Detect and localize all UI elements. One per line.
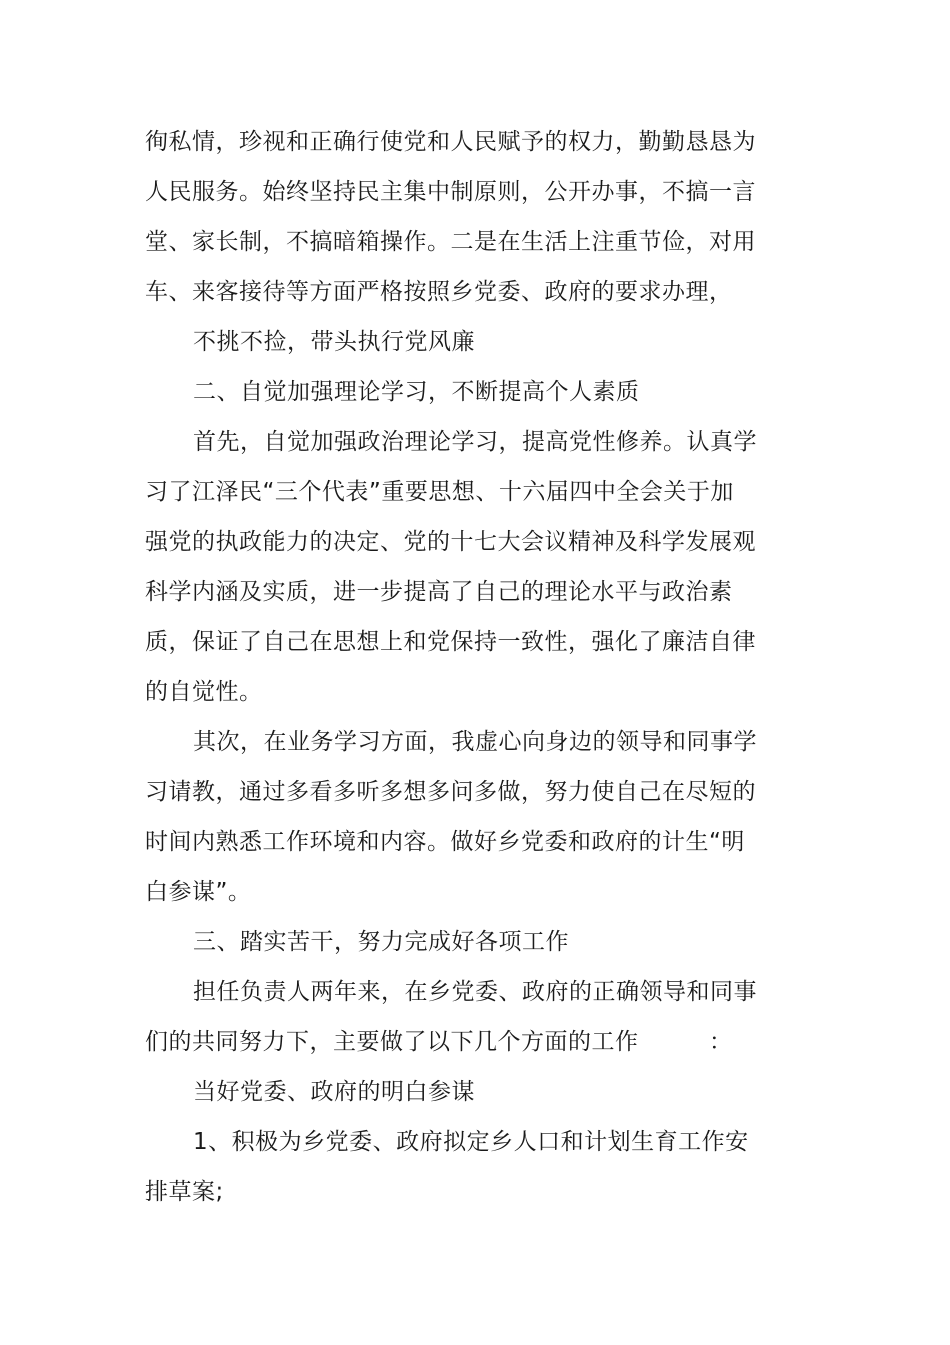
text-line: 强党的执政能力的决定、党的十七大会议精神及科学发展观 [145, 529, 756, 555]
text-line: 堂、家长制，不搞暗箱操作。二是在生活上注重节俭，对用 [145, 229, 756, 255]
text-line: 白参谋”。 [145, 879, 252, 905]
text-line: 车、来客接待等方面严格按照乡党委、政府的要求办理， [145, 279, 733, 305]
text-line: 其次，在业务学习方面，我虚心向身边的领导和同事学 [193, 729, 757, 755]
list-item-continuation: 排草案; [145, 1179, 224, 1205]
text-line: 的自觉性。 [145, 679, 263, 705]
section-heading: 三、踏实苦干，努力完成好各项工作 [193, 929, 569, 955]
text-line: 人民服务。始终坚持民主集中制原则，公开办事，不搞一言 [145, 179, 756, 205]
text-line: 习请教，通过多看多听多想多问多做，努力使自己在尽短的 [145, 779, 756, 805]
sub-heading: 当好党委、政府的明白参谋 [193, 1079, 475, 1105]
text-line: 质，保证了自己在思想上和党保持一致性，强化了廉洁自律 [145, 629, 756, 655]
text-line: 科学内涵及实质，进一步提高了自己的理论水平与政治素 [145, 579, 733, 605]
text-line: 时间内熟悉工作环境和内容。做好乡党委和政府的计生“明 [145, 829, 745, 855]
text-line: 习了江泽民“三个代表”重要思想、十六届四中全会关于加 [145, 479, 734, 505]
text-line: 不挑不捡，带头执行党风廉 [193, 329, 475, 355]
section-heading: 二、自觉加强理论学习，不断提高个人素质 [193, 379, 640, 405]
list-item: 1、积极为乡党委、政府拟定乡人口和计划生育工作安 [193, 1129, 749, 1155]
text-line: 首先，自觉加强政治理论学习，提高党性修养。认真学 [193, 429, 757, 455]
text-line: 徇私情，珍视和正确行使党和人民赋予的权力，勤勤恳恳为 [145, 129, 756, 155]
text-line: 担任负责人两年来，在乡党委、政府的正确领导和同事 [193, 979, 757, 1005]
text-line: 们的共同努力下，主要做了以下几个方面的工作 ： [145, 1029, 733, 1055]
